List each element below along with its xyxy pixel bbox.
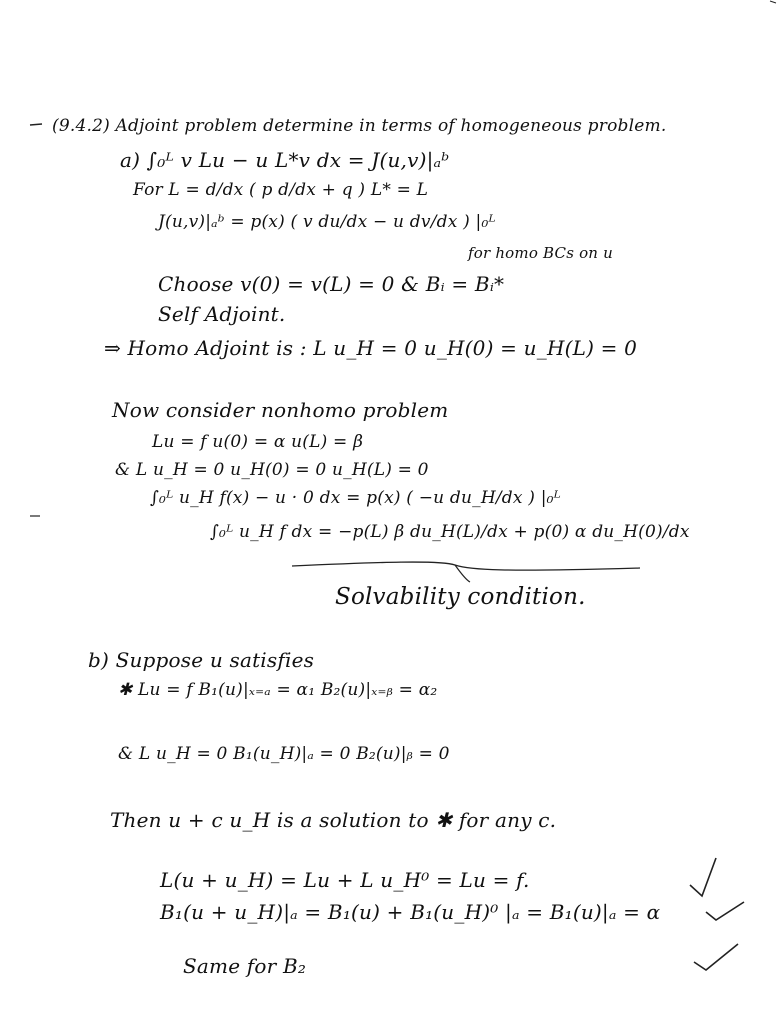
nonhomo-problem: Lu = f u(0) = α u(L) = β <box>152 432 364 452</box>
self-adjoint-note: Self Adjoint. <box>158 302 286 326</box>
part-b-intro: b) Suppose u satisfies <box>88 648 315 672</box>
checkmark-2 <box>706 902 744 920</box>
choose-condition: Choose v(0) = v(L) = 0 & Bᵢ = Bᵢ* <box>158 272 505 296</box>
problem-star: ✱ Lu = f B₁(u)|ₓ₌ₐ = α₁ B₂(u)|ₓ₌ᵦ = α₂ <box>118 680 438 700</box>
integral-relation-1: ∫₀ᴸ u_H f(x) − u · 0 dx = p(x) ( −u du_H/dx ) |₀ᴸ <box>150 488 561 508</box>
then-statement: Then u + c u_H is a solution to ✱ for any c. <box>110 808 557 832</box>
operator-check: L(u + u_H) = Lu + L u_H⁰ = Lu = f. <box>160 868 530 892</box>
problem-heading: (9.4.2) Adjoint problem determine in terms of homogeneous problem. <box>52 116 667 136</box>
solvability-condition: Solvability condition. <box>335 584 586 610</box>
homo-bc-note: for homo BCs on u <box>468 244 613 262</box>
part-a-integral-identity: a) ∫₀ᴸ v Lu − u L*v dx = J(u,v)|ₐᵇ <box>120 148 450 172</box>
underbrace-curve <box>292 562 640 570</box>
homo-adjoint-statement: ⇒ Homo Adjoint is : L u_H = 0 u_H(0) = u_H(L) = 0 <box>104 336 638 360</box>
same-for-b2: Same for B₂ <box>183 954 307 978</box>
integral-relation-2: ∫₀ᴸ u_H f dx = −p(L) β du_H(L)/dx + p(0) α du_H(0)/dx <box>210 522 690 542</box>
homo-problem: & L u_H = 0 u_H(0) = 0 u_H(L) = 0 <box>115 460 429 480</box>
corner-mark <box>770 1 776 3</box>
checkmark-1 <box>690 858 716 896</box>
margin-dash-top <box>30 124 42 125</box>
nonhomo-intro: Now consider nonhomo problem <box>112 398 449 422</box>
operator-definition: For L = d/dx ( p d/dx + q ) L* = L <box>133 180 429 200</box>
checkmark-3 <box>694 944 738 970</box>
problem-homo-bcs: & L u_H = 0 B₁(u_H)|ₐ = 0 B₂(u)|ᵦ = 0 <box>118 744 450 764</box>
bilinear-concomitant: J(u,v)|ₐᵇ = p(x) ( v du/dx − u dv/dx ) |₀ᴸ <box>158 212 496 232</box>
boundary-check: B₁(u + u_H)|ₐ = B₁(u) + B₁(u_H)⁰ |ₐ = B₁(u)|ₐ = α <box>160 900 661 924</box>
